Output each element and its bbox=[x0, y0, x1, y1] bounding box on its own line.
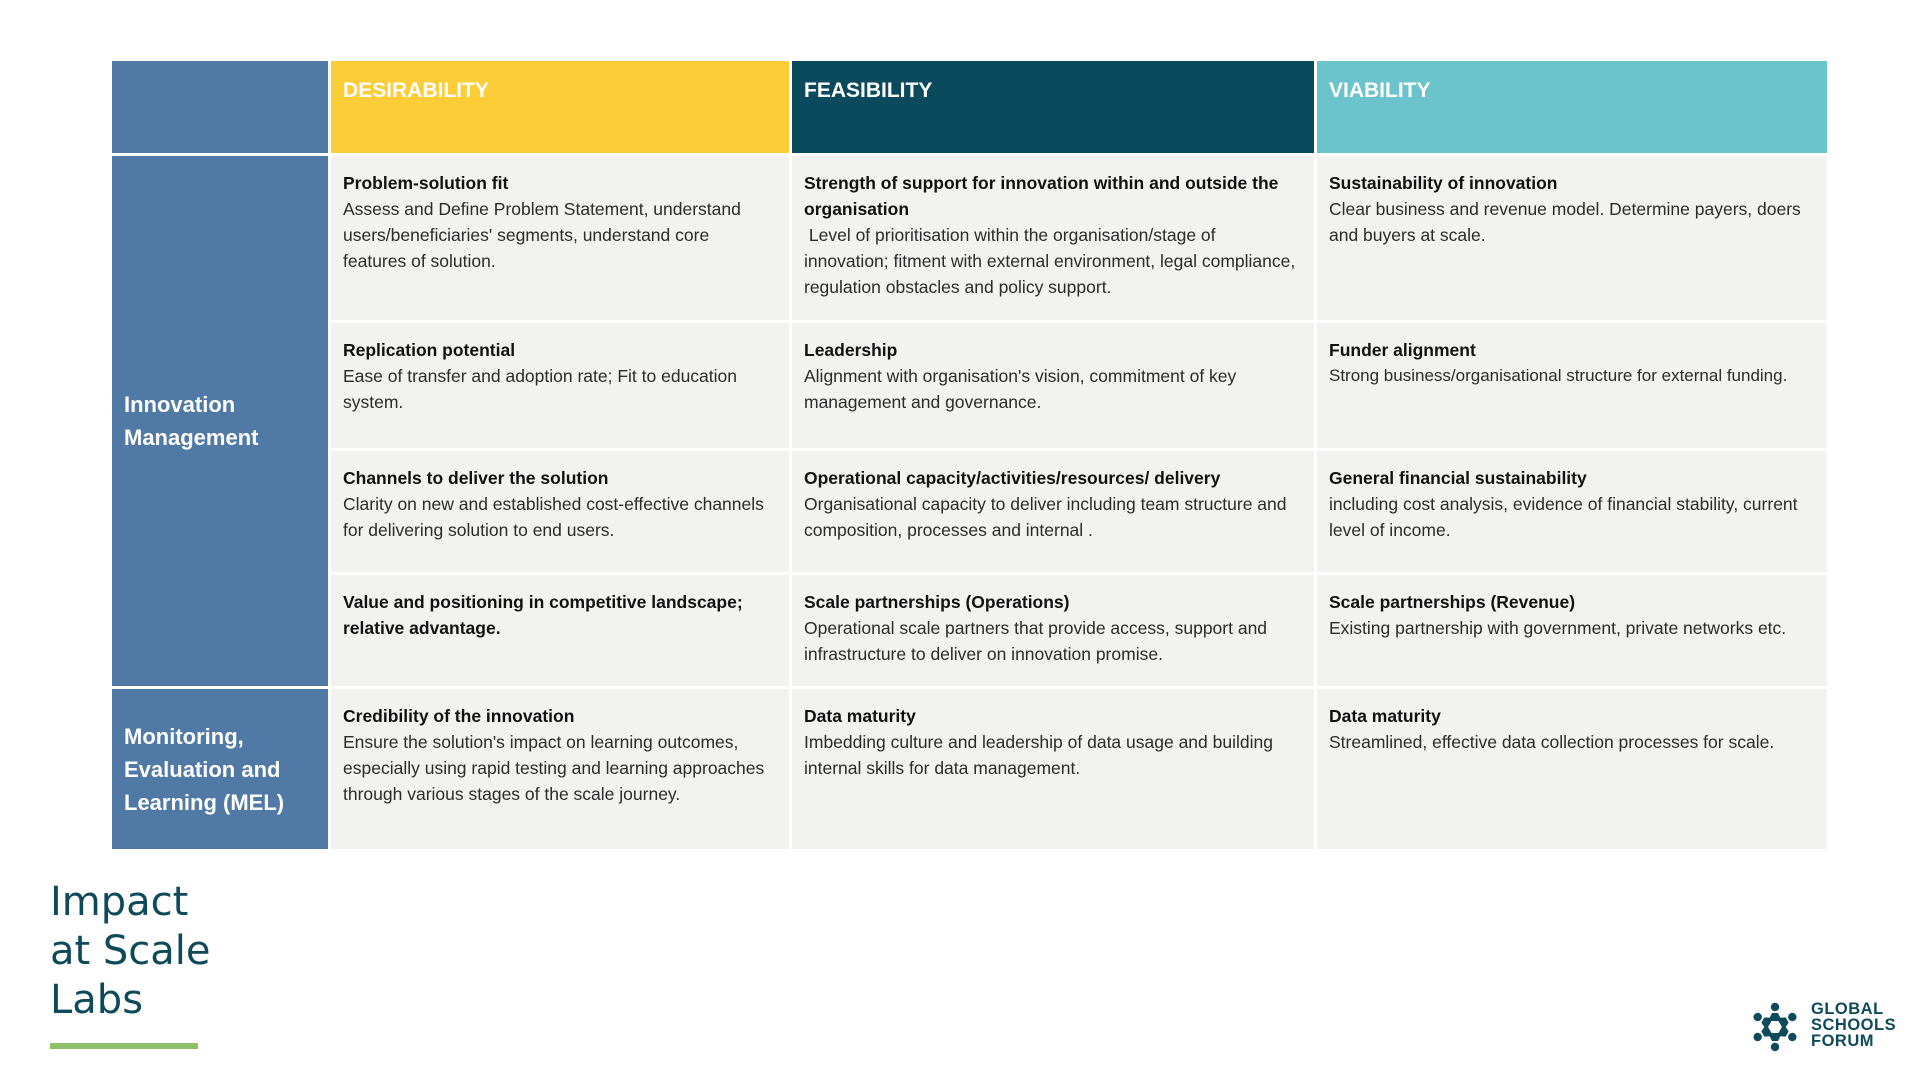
cell-scale-partnerships-operations bbox=[792, 575, 1314, 686]
row-label-text: Monitoring, Evaluation and Learning (MEL) bbox=[124, 723, 285, 815]
cell-title: Scale partnerships (Revenue) bbox=[1329, 592, 1576, 612]
cell-channels-to-deliver bbox=[331, 451, 789, 572]
logo-line-3: FORUM bbox=[1811, 1032, 1874, 1050]
cell-funder-alignment bbox=[1317, 323, 1827, 448]
cell-problem-solution-fit bbox=[331, 156, 789, 320]
cell-title: Operational capacity/activities/resources/ delivery bbox=[804, 468, 1221, 488]
cell-text: Level of prioritisation within the organisation/stage of innovation; fitment with external environment, legal compliance, regulation obstacles and policy support. bbox=[804, 225, 1301, 297]
logo-line-2: SCHOOLS bbox=[1811, 1016, 1897, 1034]
cell-title: Leadership bbox=[804, 340, 898, 360]
cell-title: General financial sustainability bbox=[1329, 468, 1587, 488]
cell-title: Strength of support for innovation within and outside the organisation bbox=[804, 173, 1279, 219]
cell-data-maturity-viability bbox=[1317, 689, 1827, 849]
cell-title: Problem-solution fit bbox=[343, 173, 509, 193]
cell-text: Clear business and revenue model. Determine payers, doers and buyers at scale. bbox=[1329, 199, 1801, 245]
row-label-text: Innovation Management bbox=[124, 392, 259, 450]
cell-text: Ease of transfer and adoption rate; Fit to education system. bbox=[343, 366, 737, 412]
cell-title: Credibility of the innovation bbox=[343, 706, 575, 726]
cell-title: Funder alignment bbox=[1329, 340, 1476, 360]
cell-credibility-of-innovation bbox=[331, 689, 789, 849]
cell-text: including cost analysis, evidence of financial stability, current level of income. bbox=[1329, 494, 1798, 540]
cell-value-and-positioning bbox=[331, 575, 789, 686]
cell-text: Clarity on new and established cost-effective channels for delivering solution to end users. bbox=[343, 494, 764, 540]
cell-title: Sustainability of innovation bbox=[1329, 173, 1558, 193]
cell-sustainability-of-innovation bbox=[1317, 156, 1827, 320]
scale-framework-table bbox=[112, 61, 1824, 861]
cell-title: Data maturity bbox=[804, 706, 916, 726]
cell-text: Alignment with organisation's vision, commitment of key management and governance. bbox=[804, 366, 1237, 412]
header-feasibility: FEASIBILITY bbox=[792, 61, 1314, 153]
cell-title: Value and positioning in competitive landscape; relative advantage. bbox=[343, 592, 743, 638]
cell-text: Ensure the solution's impact on learning outcomes, especially using rapid testing and learning approaches through various stages of the scale journey. bbox=[343, 732, 765, 804]
cell-text: Organisational capacity to deliver including team structure and composition, processes and internal . bbox=[804, 494, 1287, 540]
cell-strength-of-support bbox=[792, 156, 1314, 320]
logo-line-1: GLOBAL bbox=[1811, 1000, 1884, 1018]
cell-text: Assess and Define Problem Statement, understand users/beneficiaries' segments, understand core features of solution. bbox=[343, 199, 741, 271]
cell-data-maturity-feasibility bbox=[792, 689, 1314, 849]
cell-scale-partnerships-revenue bbox=[1317, 575, 1827, 686]
cell-title: Channels to deliver the solution bbox=[343, 468, 609, 488]
brand-line-3: Labs bbox=[50, 977, 144, 1023]
brand-line-1: Impact bbox=[50, 879, 189, 925]
global-schools-forum-logo-text bbox=[1811, 1001, 1896, 1049]
cell-title: Scale partnerships (Operations) bbox=[804, 592, 1070, 612]
brand-line-2: at Scale bbox=[50, 928, 211, 974]
cell-text: Strong business/organisational structure for external funding. bbox=[1329, 366, 1788, 385]
cell-text: Imbedding culture and leadership of data usage and building internal skills for data management. bbox=[804, 732, 1273, 778]
cell-text: Operational scale partners that provide access, support and infrastructure to deliver on innovation promise. bbox=[804, 618, 1268, 664]
row-label-mel bbox=[112, 689, 328, 849]
corner-cell bbox=[112, 61, 328, 153]
header-viability: VIABILITY bbox=[1317, 61, 1827, 153]
cell-text: Existing partnership with government, private networks etc. bbox=[1329, 618, 1787, 638]
header-desirability: DESIRABILITY bbox=[331, 61, 789, 153]
cell-title: Data maturity bbox=[1329, 706, 1441, 726]
impact-at-scale-labs-wordmark bbox=[50, 878, 211, 1025]
cell-title: Replication potential bbox=[343, 340, 516, 360]
cell-leadership bbox=[792, 323, 1314, 448]
cell-general-financial-sustainability bbox=[1317, 451, 1827, 572]
cell-operational-capacity bbox=[792, 451, 1314, 572]
cell-replication-potential bbox=[331, 323, 789, 448]
cell-text: Streamlined, effective data collection processes for scale. bbox=[1329, 732, 1775, 752]
row-label-innovation-management bbox=[112, 156, 328, 686]
brand-underline bbox=[50, 1043, 198, 1049]
